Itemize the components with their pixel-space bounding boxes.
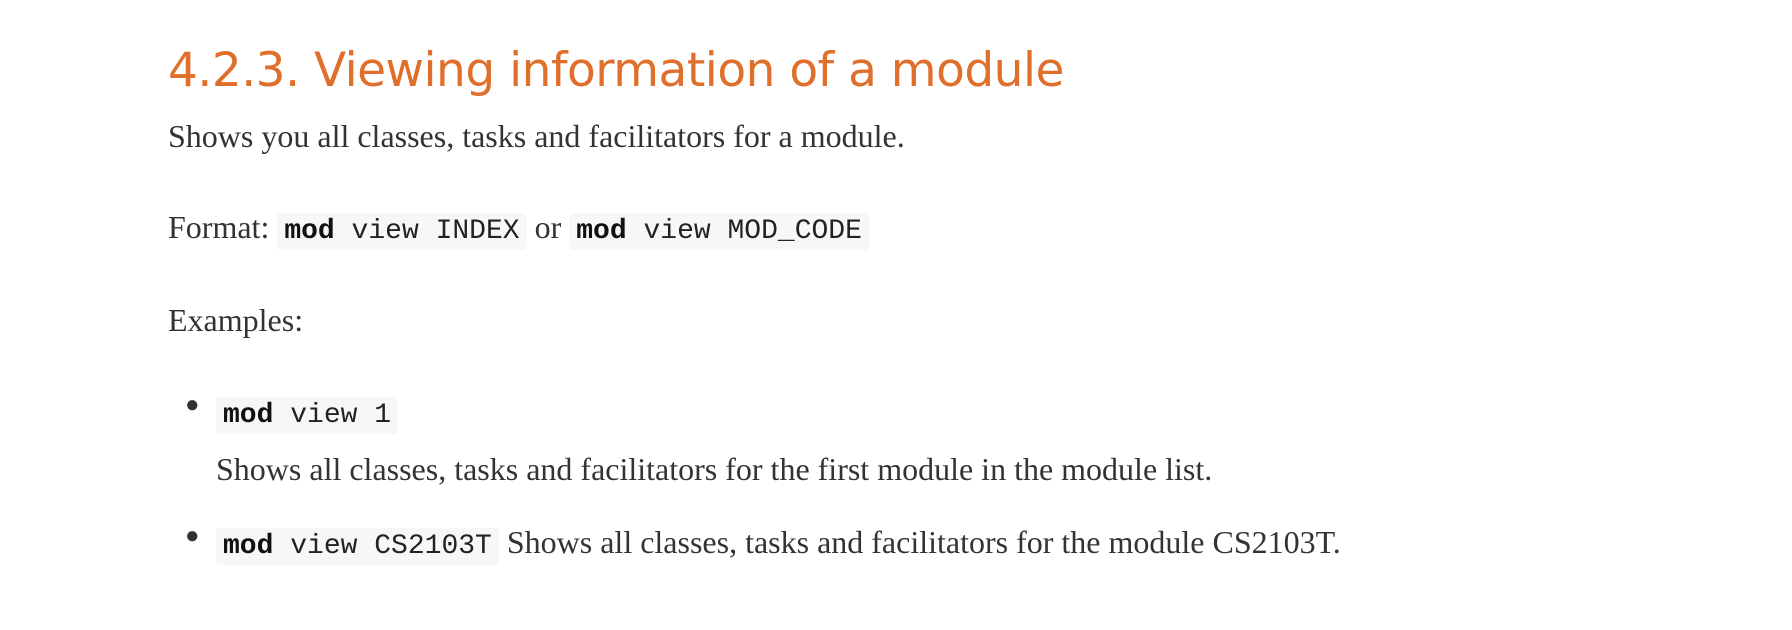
list-item [185,520,1792,566]
command-args: view CS2103T [273,530,492,562]
command-args: view INDEX [334,215,520,247]
example-description: Shows all classes, tasks and facilitators for the first module in the module list. [216,450,1213,487]
command-args: view 1 [273,399,392,431]
format-command-index [277,213,526,250]
format-line [168,205,1792,251]
format-joiner: or [534,208,562,245]
example-command [216,397,398,434]
command-keyword: mod [576,215,627,247]
command-keyword: mod [223,399,274,431]
section-heading: 4.2.3. Viewing information of a module [168,43,1064,98]
examples-list [168,389,1792,566]
examples-label: Examples: [168,301,304,338]
command-keyword: mod [223,530,274,562]
format-command-modcode [569,213,869,250]
command-keyword: mod [284,215,335,247]
bullet-icon: ● [185,391,200,418]
example-description: Shows all classes, tasks and facilitators for the module CS2103T. [506,523,1341,560]
example-command [216,528,499,565]
list-item [185,389,1792,492]
bullet-icon: ● [185,522,200,549]
section-intro: Shows you all classes, tasks and facilitators for a module. [168,117,905,154]
format-label: Format: [168,208,270,245]
command-args: view MOD_CODE [626,215,862,247]
